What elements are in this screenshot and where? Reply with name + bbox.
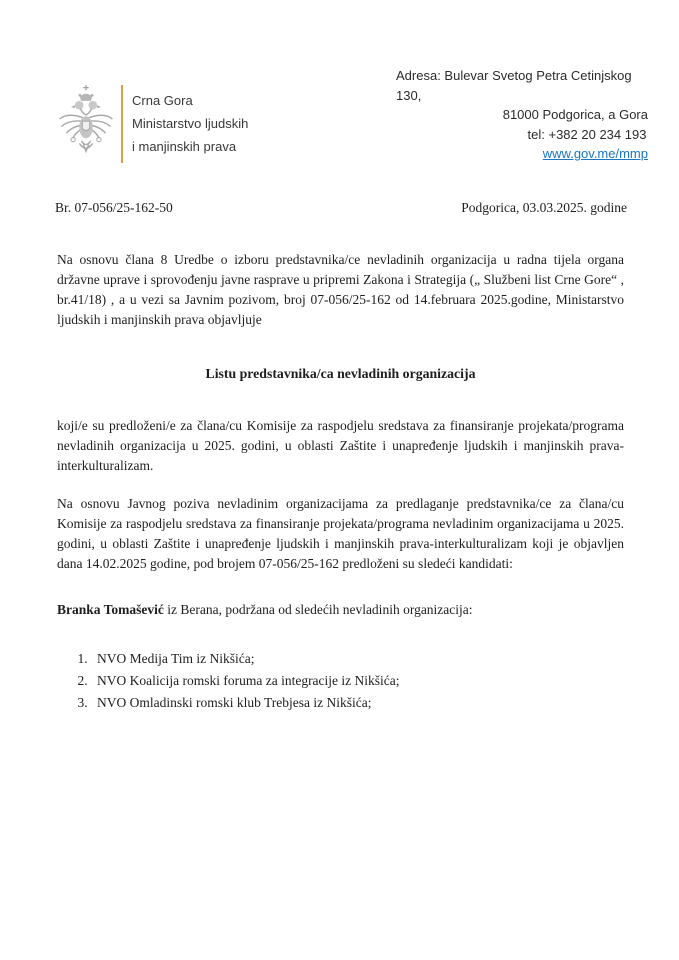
paragraph-legal-basis: Na osnovu člana 8 Uredbe o izboru predstavnika/ce nevladinih organizacija u radna tijela organa državne uprave i sprovođenju javne rasprave u pripremi Zakona i Strategija („ Službeni list Crne Gore“ , br.41/18) , a u vezi sa Javnim pozivom, broj 07-056/25-162 od 14.februara 2025.godine, Ministarstvo ljudskih i manjinskih prava objavljuje <box>57 252 624 327</box>
website-link[interactable]: www.gov.me/mmp <box>542 146 648 161</box>
paragraph-proposed: koji/e su predloženi/e za člana/cu Komisije za raspodjelu sredstava za finansiranje projekata/programa nevladinih organizacija u 2025. godini, u oblasti Zaštite i unapređenje ljudskih i manjinskih prava-interkulturalizam. <box>57 418 624 473</box>
place-date: Podgorica, 03.03.2025. godine <box>461 200 627 215</box>
candidate-line <box>57 600 624 620</box>
address-street: Adresa: Bulevar Svetog Petra Cetinjskog 130, <box>396 68 632 103</box>
address-phone: tel: +382 20 234 193 <box>527 126 647 142</box>
gold-divider <box>121 85 123 163</box>
coat-of-arms-icon <box>55 83 117 163</box>
list-item: 2. NVO Koalicija romski foruma za integracije iz Nikšića; <box>91 670 624 692</box>
reference-number: Br. 07-056/25-162-50 <box>55 200 173 215</box>
letterhead <box>55 83 248 163</box>
paragraph-public-call: Na osnovu Javnog poziva nevladinim organizacijama za predlaganje predstavnika/ce za člana/cu Komisije za raspodjelu sredstava za finansiranje projekata/programa nevladinim organizacijama u 2025. godini, u oblasti Zaštite i unapređenje ljudskih i manjinskih prava-interkulturalizam koji je objavljen dana 14.02.2025 godine, pod brojem 07-056/25-162 predloženi su sledeći kandidati: <box>57 496 624 571</box>
list-item: 1. NVO Medija Tim iz Nikšića; <box>91 648 624 670</box>
org-name-block <box>132 83 248 163</box>
org-country: Crna Gora <box>132 93 193 108</box>
address-block <box>396 66 648 164</box>
ngo-list <box>57 648 624 714</box>
address-city: 81000 Podgorica, a Gora <box>502 107 648 122</box>
candidate-rest: iz Berana, podržana od sledećih nevladinih organizacija: <box>163 602 473 617</box>
org-ministry-line2: i manjinskih prava <box>132 139 237 154</box>
candidate-name: Branka Tomašević <box>57 602 164 617</box>
list-item: 3. NVO Omladinski romski klub Trebjesa iz Nikšića; <box>91 692 624 714</box>
org-ministry-line1: Ministarstvo ljudskih <box>132 116 249 131</box>
meta-row <box>55 200 627 216</box>
document-title: Listu predstavnika/ca nevladinih organizacija <box>205 366 476 381</box>
